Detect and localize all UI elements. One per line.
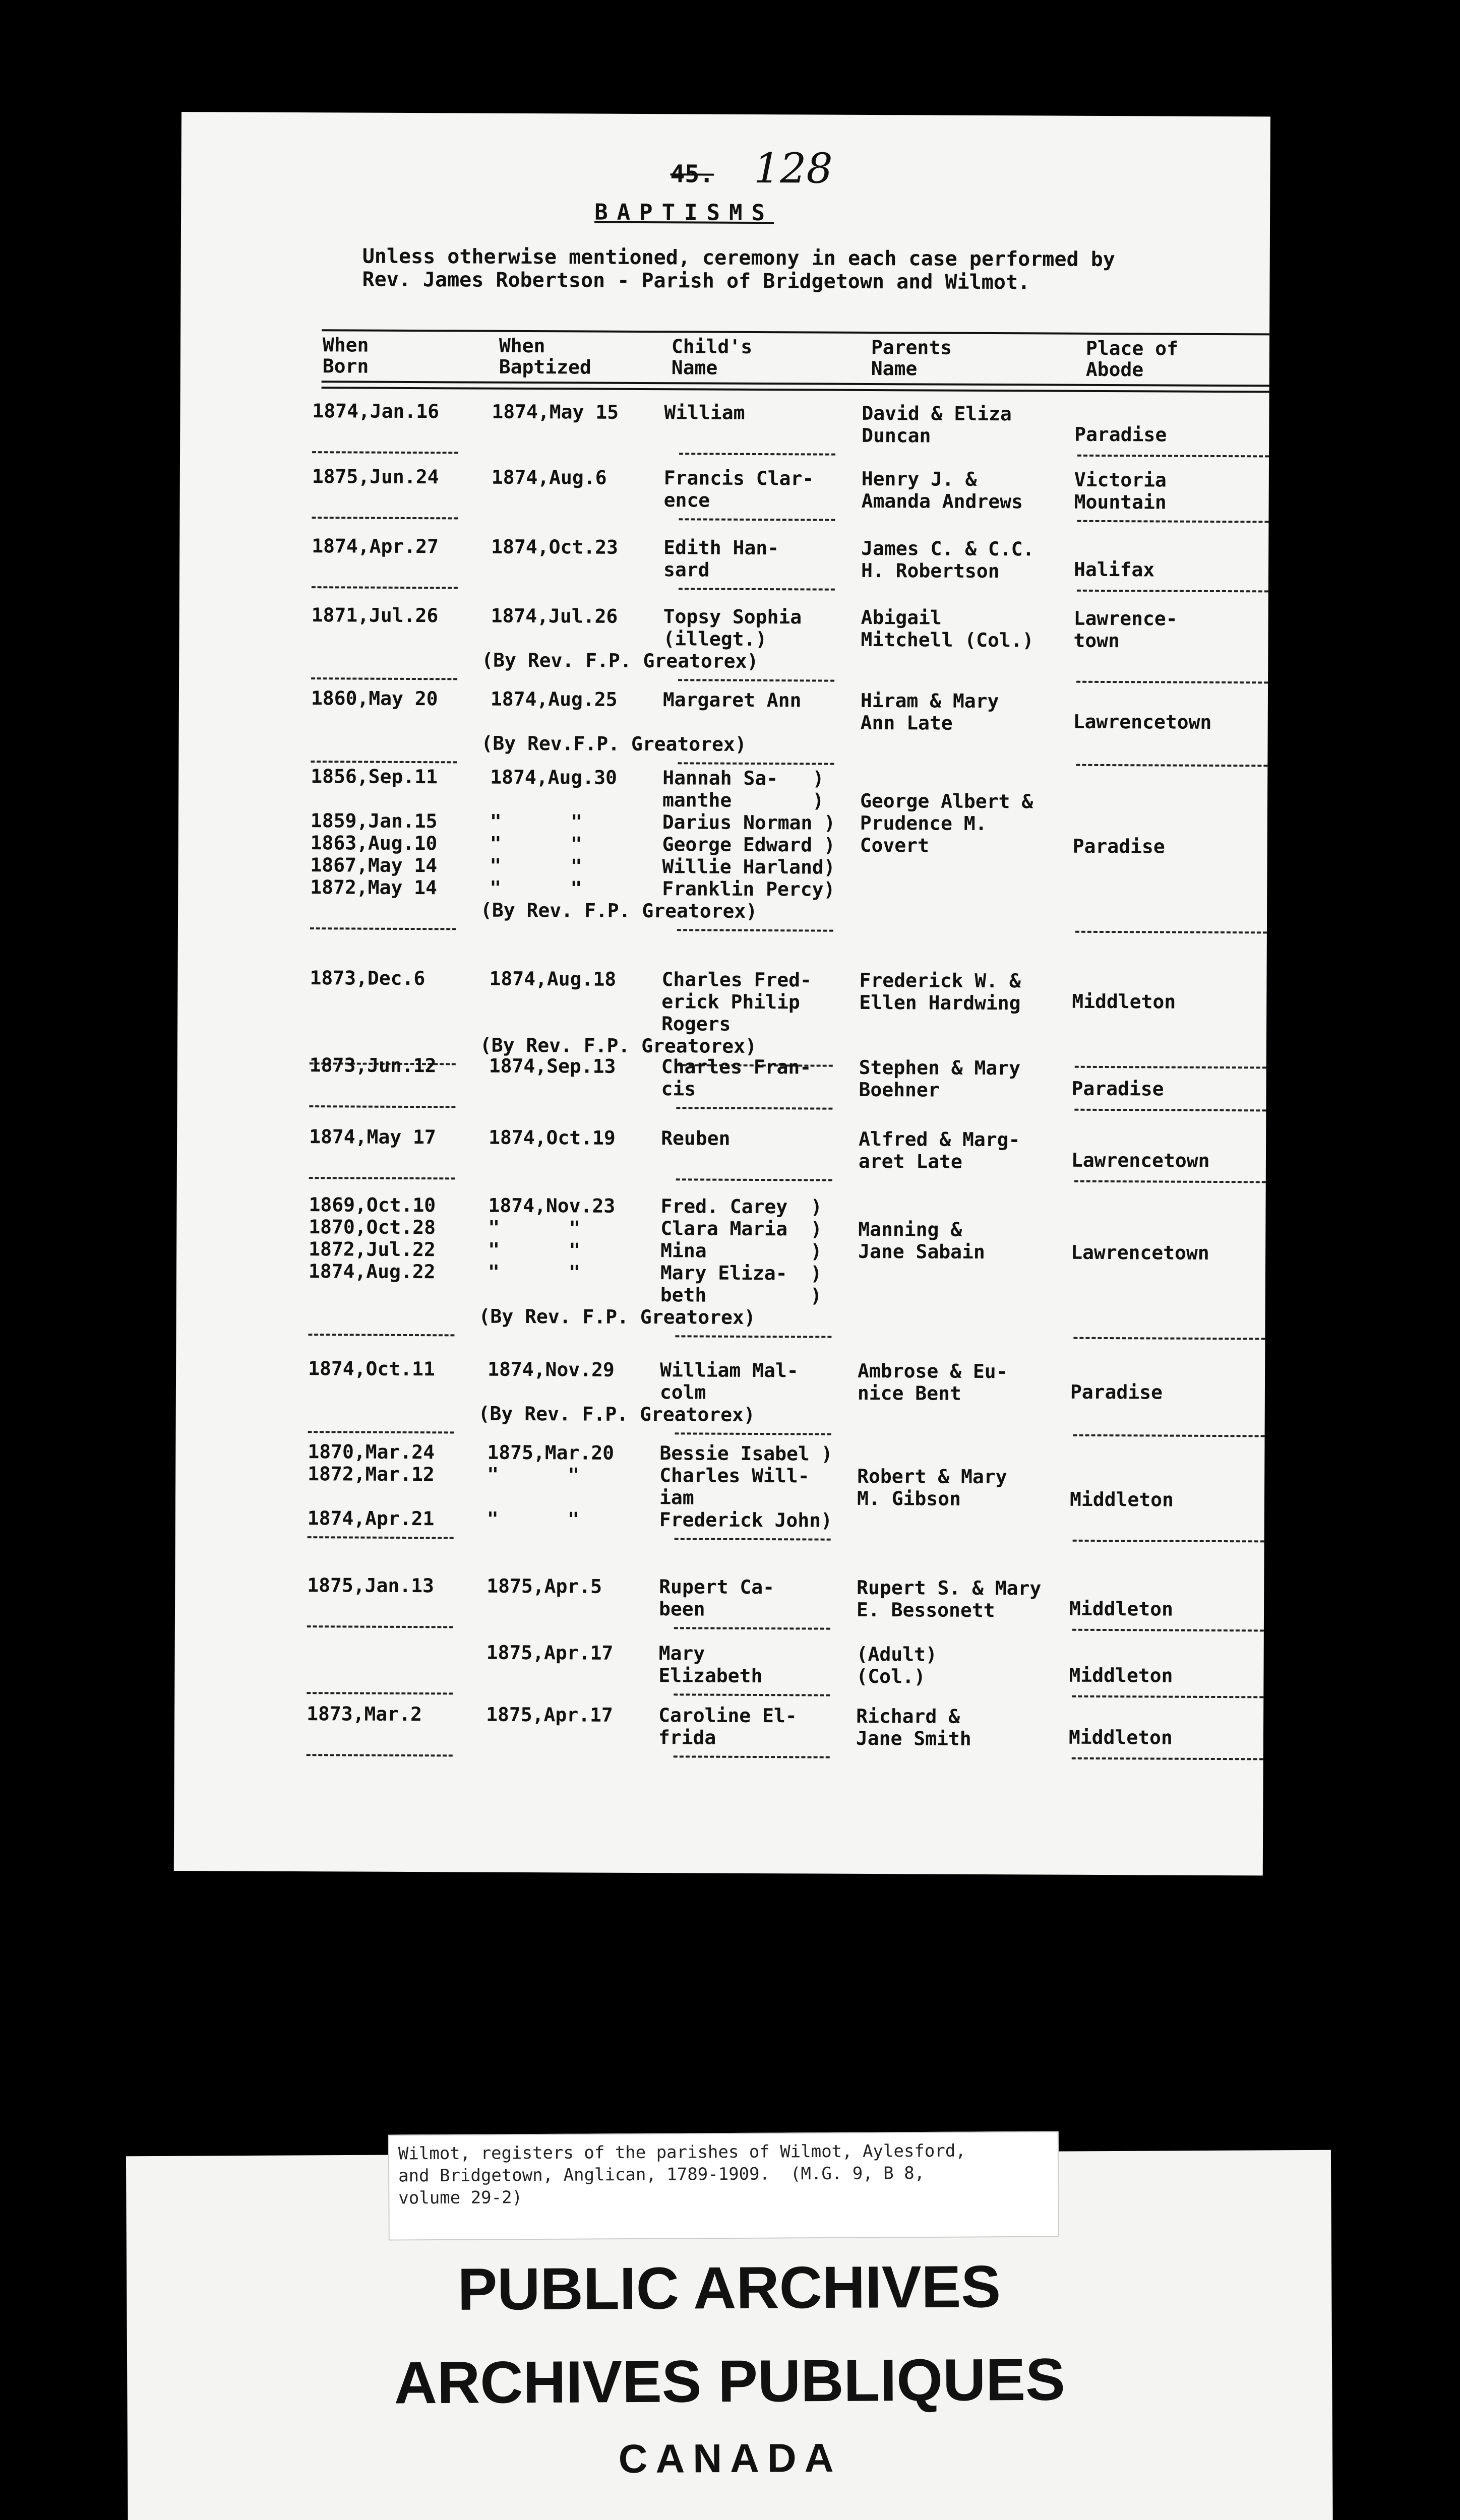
- row-separator: [1077, 520, 1268, 523]
- cell-baptized: 1874,Oct.19: [489, 1126, 616, 1149]
- row-separator: [309, 1105, 455, 1108]
- row-separator: [309, 1177, 455, 1179]
- row-separator: [675, 1538, 831, 1540]
- cell-abode: Middleton: [1068, 1726, 1173, 1749]
- cell-born: 1856,Sep.11 1859,Jan.15 1863,Aug.10 1867,May 14 1872,May 14: [310, 765, 438, 899]
- header-bottom-rule: [322, 381, 1269, 387]
- cell-born: 1870,Mar.24 1872,Mar.12 1874,Apr.21: [307, 1440, 435, 1530]
- column-header-parents-name: [871, 337, 952, 380]
- intro-line-1: Unless otherwise mentioned, ceremony in each case performed by: [362, 244, 1115, 272]
- row-separator: [310, 927, 456, 930]
- cell-officiant-note: (By Rev. F.P. Greatorex): [480, 899, 758, 922]
- row-separator: [308, 1536, 454, 1539]
- cell-abode: Victoria Mountain: [1074, 468, 1167, 514]
- cell-parents: Robert & Mary M. Gibson: [857, 1442, 1007, 1510]
- header-text: Baptized: [499, 355, 591, 379]
- cell-child: Rupert Ca- been: [658, 1576, 775, 1620]
- archive-name-english: PUBLIC ARCHIVES: [457, 2253, 1001, 2323]
- cell-parents: Stephen & Mary Boehner: [859, 1056, 1021, 1101]
- row-separator: [311, 761, 457, 763]
- cell-baptized: 1874,Sep.13: [489, 1054, 616, 1078]
- cell-baptized: 1874,Nov.29: [488, 1358, 615, 1381]
- row-separator: [1073, 1540, 1264, 1543]
- cell-born: 1860,May 20: [311, 687, 438, 710]
- cell-baptized: 1874,May 15: [492, 400, 619, 423]
- row-separator: [307, 1754, 453, 1756]
- cell-abode: Middleton: [1069, 1664, 1173, 1687]
- cell-born: 1874,Jan.16: [312, 400, 440, 423]
- cell-born: 1871,Jul.26: [311, 604, 439, 627]
- cell-child: Charles Fran- cis: [661, 1055, 812, 1100]
- cell-child: Hannah Sa- ) manthe ) Darius Norman ) George Edward ) Willie Harland) Franklin Percy): [662, 767, 836, 901]
- archive-country: CANADA: [618, 2435, 842, 2482]
- intro-text: [362, 245, 1115, 295]
- cell-abode: Middleton: [1072, 990, 1176, 1013]
- column-header-place-of-abode: [1086, 338, 1178, 381]
- cell-child: Caroline El- frida: [658, 1704, 797, 1749]
- header-text: Parents: [871, 336, 952, 359]
- cell-baptized: 1874,Nov.23 " " " " " ": [488, 1194, 616, 1284]
- row-separator: [1074, 1109, 1266, 1112]
- cell-abode: Paradise: [1070, 1380, 1163, 1404]
- cell-officiant-note: (By Rev.F.P. Greatorex): [481, 732, 747, 755]
- cell-child: William: [664, 401, 745, 424]
- row-separator: [1073, 1337, 1265, 1340]
- struck-page-number: 45.: [670, 160, 714, 188]
- row-separator: [1075, 1066, 1266, 1069]
- page-number: [670, 144, 833, 193]
- cell-parents: David & Eliza Duncan: [862, 402, 1012, 447]
- cell-abode: Paradise: [1071, 1077, 1164, 1100]
- cell-officiant-note: (By Rev. F.P. Greatorex): [478, 1402, 755, 1426]
- header-text: Child's: [671, 335, 753, 358]
- row-separator: [677, 929, 833, 931]
- cell-child: Reuben: [661, 1127, 731, 1150]
- row-separator: [678, 762, 834, 765]
- cell-baptized: 1874,Jul.26: [491, 604, 618, 627]
- cell-child: Charles Fred- erick Philip Rogers: [661, 968, 812, 1035]
- row-separator: [676, 1178, 832, 1181]
- header-text: When: [322, 334, 369, 356]
- row-separator: [676, 1107, 832, 1109]
- row-separator: [678, 679, 834, 681]
- cell-parents: Henry J. & Amanda Andrews: [861, 467, 1023, 513]
- row-separator: [679, 453, 835, 455]
- row-separator: [1072, 1695, 1263, 1698]
- cell-parents: Rupert S. & Mary E. Bessonett: [856, 1576, 1042, 1622]
- handwritten-page-number: 128: [753, 144, 833, 193]
- cell-born: 1874,Apr.27: [312, 535, 439, 558]
- cell-parents: Manning & Jane Sabain: [858, 1195, 985, 1263]
- archive-label-card: [126, 2140, 1333, 2520]
- cell-baptized: 1874,Aug.6: [491, 466, 607, 489]
- row-separator: [675, 1432, 831, 1435]
- header-text: Born: [322, 355, 369, 377]
- cell-child: Topsy Sophia (illegt.): [663, 605, 802, 651]
- catalogue-tag-text: Wilmot, registers of the parishes of Wilmot, Aylesford, and Bridgetown, Anglican, 1789-1909. (M.G. 9, B 8, volume 29-2): [398, 2140, 966, 2209]
- cell-abode: Lawrencetown: [1073, 710, 1212, 733]
- row-separator: [679, 588, 835, 590]
- cell-child: Margaret Ann: [662, 688, 802, 712]
- cell-abode: Lawrencetown: [1071, 1149, 1210, 1172]
- cell-child: Francis Clar- ence: [663, 467, 814, 512]
- cell-abode: Paradise: [1072, 768, 1165, 858]
- row-separator: [312, 451, 458, 454]
- row-separator: [311, 677, 457, 680]
- row-separator: [674, 1693, 830, 1696]
- cell-parents: Abigail Mitchell (Col.): [861, 606, 1034, 652]
- archive-name-french: ARCHIVES PUBLIQUES: [394, 2346, 1066, 2417]
- row-separator: [1076, 681, 1268, 684]
- cell-baptized: 1875,Mar.20 " " " ": [486, 1441, 615, 1531]
- cell-child: Fred. Carey ) Clara Maria ) Mina ) Mary Eliza- ) beth ): [660, 1195, 822, 1307]
- row-separator: [674, 1627, 830, 1629]
- cell-parents: Hiram & Mary Ann Late: [860, 689, 999, 734]
- catalogue-tag: [388, 2131, 1059, 2241]
- cell-officiant-note: (By Rev. F.P. Greatorex): [478, 1305, 756, 1329]
- cell-baptized: 1874,Aug.25: [490, 687, 618, 711]
- cell-parents: Alfred & Marg- aret Late: [858, 1127, 1020, 1173]
- cell-child: Mary Elizabeth: [658, 1642, 763, 1687]
- column-header-when-baptized: [499, 335, 591, 378]
- cell-parents: Ambrose & Eu- nice Bent: [857, 1359, 1008, 1405]
- row-separator: [312, 517, 458, 519]
- cell-born: 1873,Jun.12: [309, 1054, 437, 1077]
- header-text: Place of: [1085, 337, 1179, 360]
- row-separator: [679, 518, 835, 521]
- cell-abode: Halifax: [1073, 558, 1155, 581]
- cell-child: Edith Han- sard: [663, 536, 779, 581]
- cell-abode: Middleton: [1069, 1597, 1174, 1620]
- cell-parents: Richard & Jane Smith: [856, 1705, 971, 1750]
- intro-line-2: Rev. James Robertson - Parish of Bridgetown and Wilmot.: [362, 268, 1030, 294]
- header-bottom-rule-2: [322, 387, 1269, 393]
- row-separator: [308, 1431, 454, 1433]
- column-header-when-born: [323, 334, 369, 376]
- cell-born: 1874,Oct.11: [308, 1357, 435, 1380]
- cell-born: 1874,May 17: [309, 1125, 436, 1149]
- cell-born: 1873,Dec.6: [310, 967, 425, 990]
- cell-parents: James C. & C.C. H. Robertson: [861, 537, 1035, 583]
- cell-parents: George Albert & Prudence M. Covert: [860, 767, 1033, 857]
- cell-abode: Paradise: [1074, 423, 1167, 446]
- cell-abode: Middleton: [1069, 1443, 1174, 1511]
- row-separator: [674, 1755, 830, 1758]
- row-separator: [1077, 455, 1269, 458]
- header-text: Abode: [1085, 358, 1144, 381]
- cell-baptized: 1875,Apr.17: [486, 1703, 613, 1726]
- header-top-rule: [322, 329, 1269, 335]
- cell-child: Bessie Isabel ) Charles Will- iam Frederick John): [659, 1442, 833, 1532]
- cell-born: 1869,Oct.10 1870,Oct.28 1872,Jul.22 1874,Aug.22: [308, 1193, 436, 1283]
- row-separator: [1072, 1757, 1263, 1760]
- row-separator: [675, 1335, 831, 1338]
- cell-child: William Mal- colm: [659, 1359, 799, 1404]
- row-separator: [1074, 1180, 1266, 1183]
- cell-baptized: 1874,Aug.30 " " " " " " " ": [490, 766, 618, 900]
- cell-baptized: 1875,Apr.17: [486, 1641, 614, 1664]
- row-separator: [307, 1692, 453, 1694]
- header-text: When: [499, 334, 545, 357]
- row-separator: [307, 1625, 453, 1628]
- cell-officiant-note: (By Rev. F.P. Greatorex): [479, 1034, 757, 1057]
- cell-baptized: 1874,Oct.23: [491, 535, 619, 558]
- cell-baptized: 1874,Aug.18: [489, 967, 617, 990]
- cell-born: 1875,Jun.24: [312, 465, 439, 488]
- page-title: BAPTISMS: [594, 199, 774, 226]
- row-separator: [1076, 764, 1267, 767]
- cell-parents: Frederick W. & Ellen Hardwing: [859, 969, 1021, 1015]
- cell-born: 1875,Jan.13: [307, 1574, 435, 1597]
- column-header-child-name: [672, 336, 753, 379]
- register-page: [174, 112, 1270, 1875]
- row-separator: [312, 586, 458, 589]
- row-separator: [308, 1334, 454, 1336]
- cell-parents: (Adult) (Col.): [856, 1643, 937, 1688]
- cell-born: 1873,Mar.2: [307, 1703, 422, 1726]
- row-separator: [1077, 590, 1268, 593]
- row-separator: [1075, 931, 1267, 934]
- cell-abode: Lawrencetown: [1071, 1196, 1209, 1264]
- cell-abode: Lawrence- town: [1073, 607, 1178, 652]
- cell-baptized: 1875,Apr.5: [486, 1574, 602, 1598]
- header-text: Name: [871, 357, 918, 380]
- row-separator: [1072, 1629, 1264, 1632]
- cell-officiant-note: (By Rev. F.P. Greatorex): [481, 649, 759, 673]
- header-text: Name: [671, 356, 718, 379]
- row-separator: [1073, 1434, 1265, 1437]
